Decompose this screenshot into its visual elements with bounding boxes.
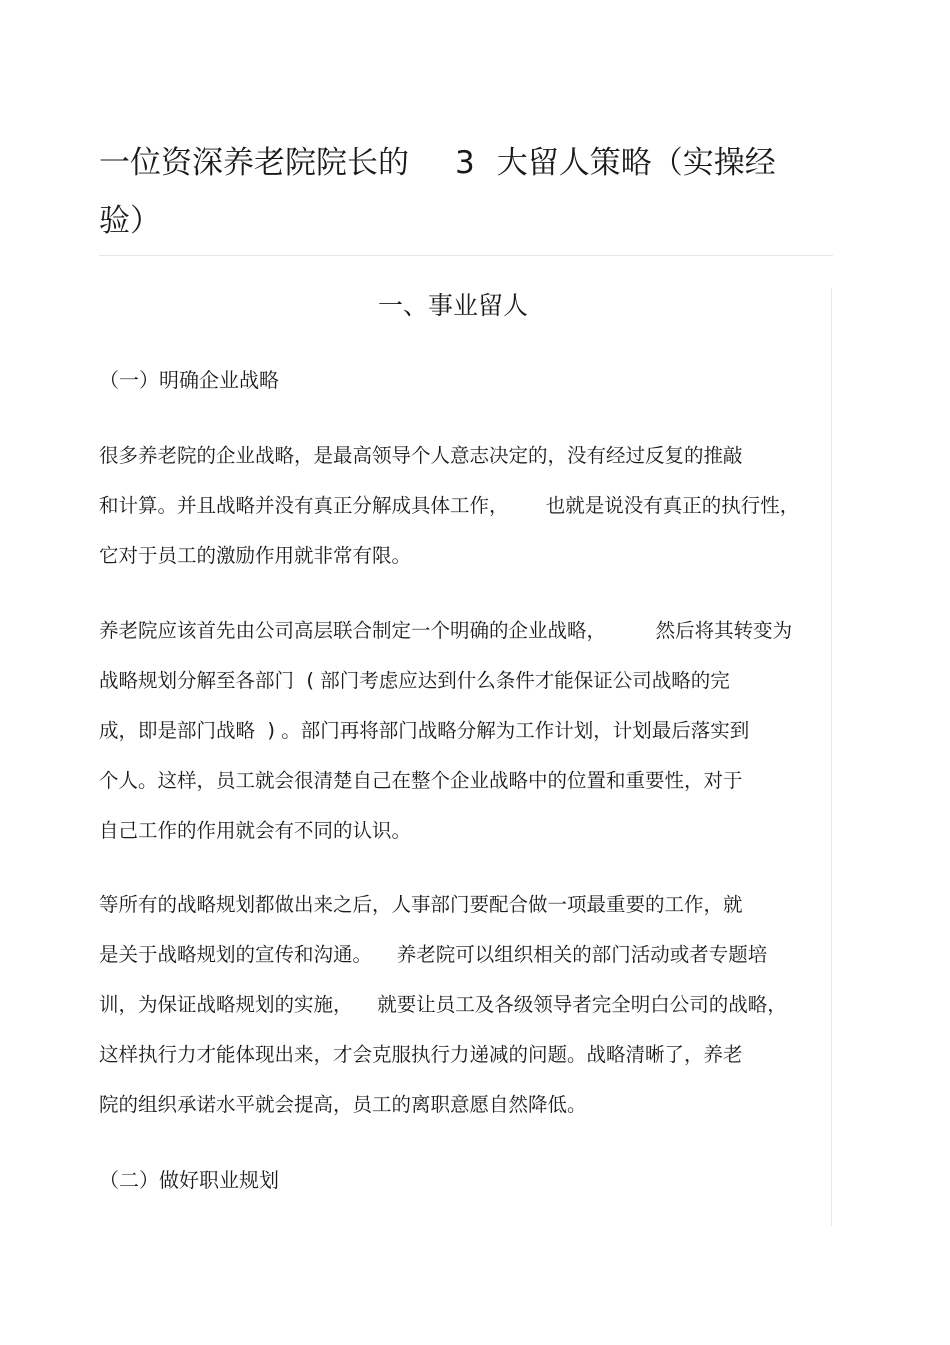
paragraph-1-line-1: 很多养老院的企业战略，是最高领导个人意志决定的，没有经过反复的推敲 <box>99 444 743 467</box>
paragraph-3-line-3: 训，为保证战略规划的实施， 就要让员工及各级领导者完全明白公司的战略， <box>99 993 787 1016</box>
paragraph-3-line-5: 院的组织承诺水平就会提高，员工的离职意愿自然降低。 <box>99 1093 587 1116</box>
title-text-part1: 一位资深养老院院长的 <box>99 145 409 181</box>
paragraph-2-line-2: 战略规划分解至各部门 ( 部门考虑应达到什么条件才能保证公司战略的完 <box>99 669 730 692</box>
title-text-part3: 验） <box>99 203 161 239</box>
title-text-part2: 大留人策略（实操经 <box>496 145 776 181</box>
content-right-border <box>831 288 832 1226</box>
paragraph-1-line-2: 和计算。并且战略并没有真正分解成具体工作， 也就是说没有真正的执行性， <box>99 494 800 517</box>
title-divider <box>99 255 833 256</box>
title-number: 3 <box>455 145 475 181</box>
paragraph-1-line-3: 它对于员工的激励作用就非常有限。 <box>99 544 412 567</box>
paragraph-2-line-3: 成，即是部门战略 ) 。部门再将部门战略分解为工作计划，计划最后落实到 <box>99 719 750 742</box>
paragraph-2-line-4: 个人。这样，员工就会很清楚自己在整个企业战略中的位置和重要性，对于 <box>99 769 743 792</box>
subsection-heading-2: （二）做好职业规划 <box>99 1168 279 1192</box>
section-heading: 一、事业留人 <box>378 291 529 320</box>
paragraph-2-line-5: 自己工作的作用就会有不同的认识。 <box>99 819 412 842</box>
paragraph-3-line-1: 等所有的战略规划都做出来之后，人事部门要配合做一项最重要的工作，就 <box>99 893 743 916</box>
paragraph-3-line-2: 是关于战略规划的宣传和沟通。 养老院可以组织相关的部门活动或者专题培 <box>99 943 768 966</box>
subsection-heading-1: （一）明确企业战略 <box>99 368 279 392</box>
paragraph-3-line-4: 这样执行力才能体现出来，才会克服执行力递减的问题。战略清晰了，养老 <box>99 1043 743 1066</box>
document-title <box>99 134 819 250</box>
paragraph-2-line-1: 养老院应该首先由公司高层联合制定一个明确的企业战略， 然后将其转变为 <box>99 619 793 642</box>
